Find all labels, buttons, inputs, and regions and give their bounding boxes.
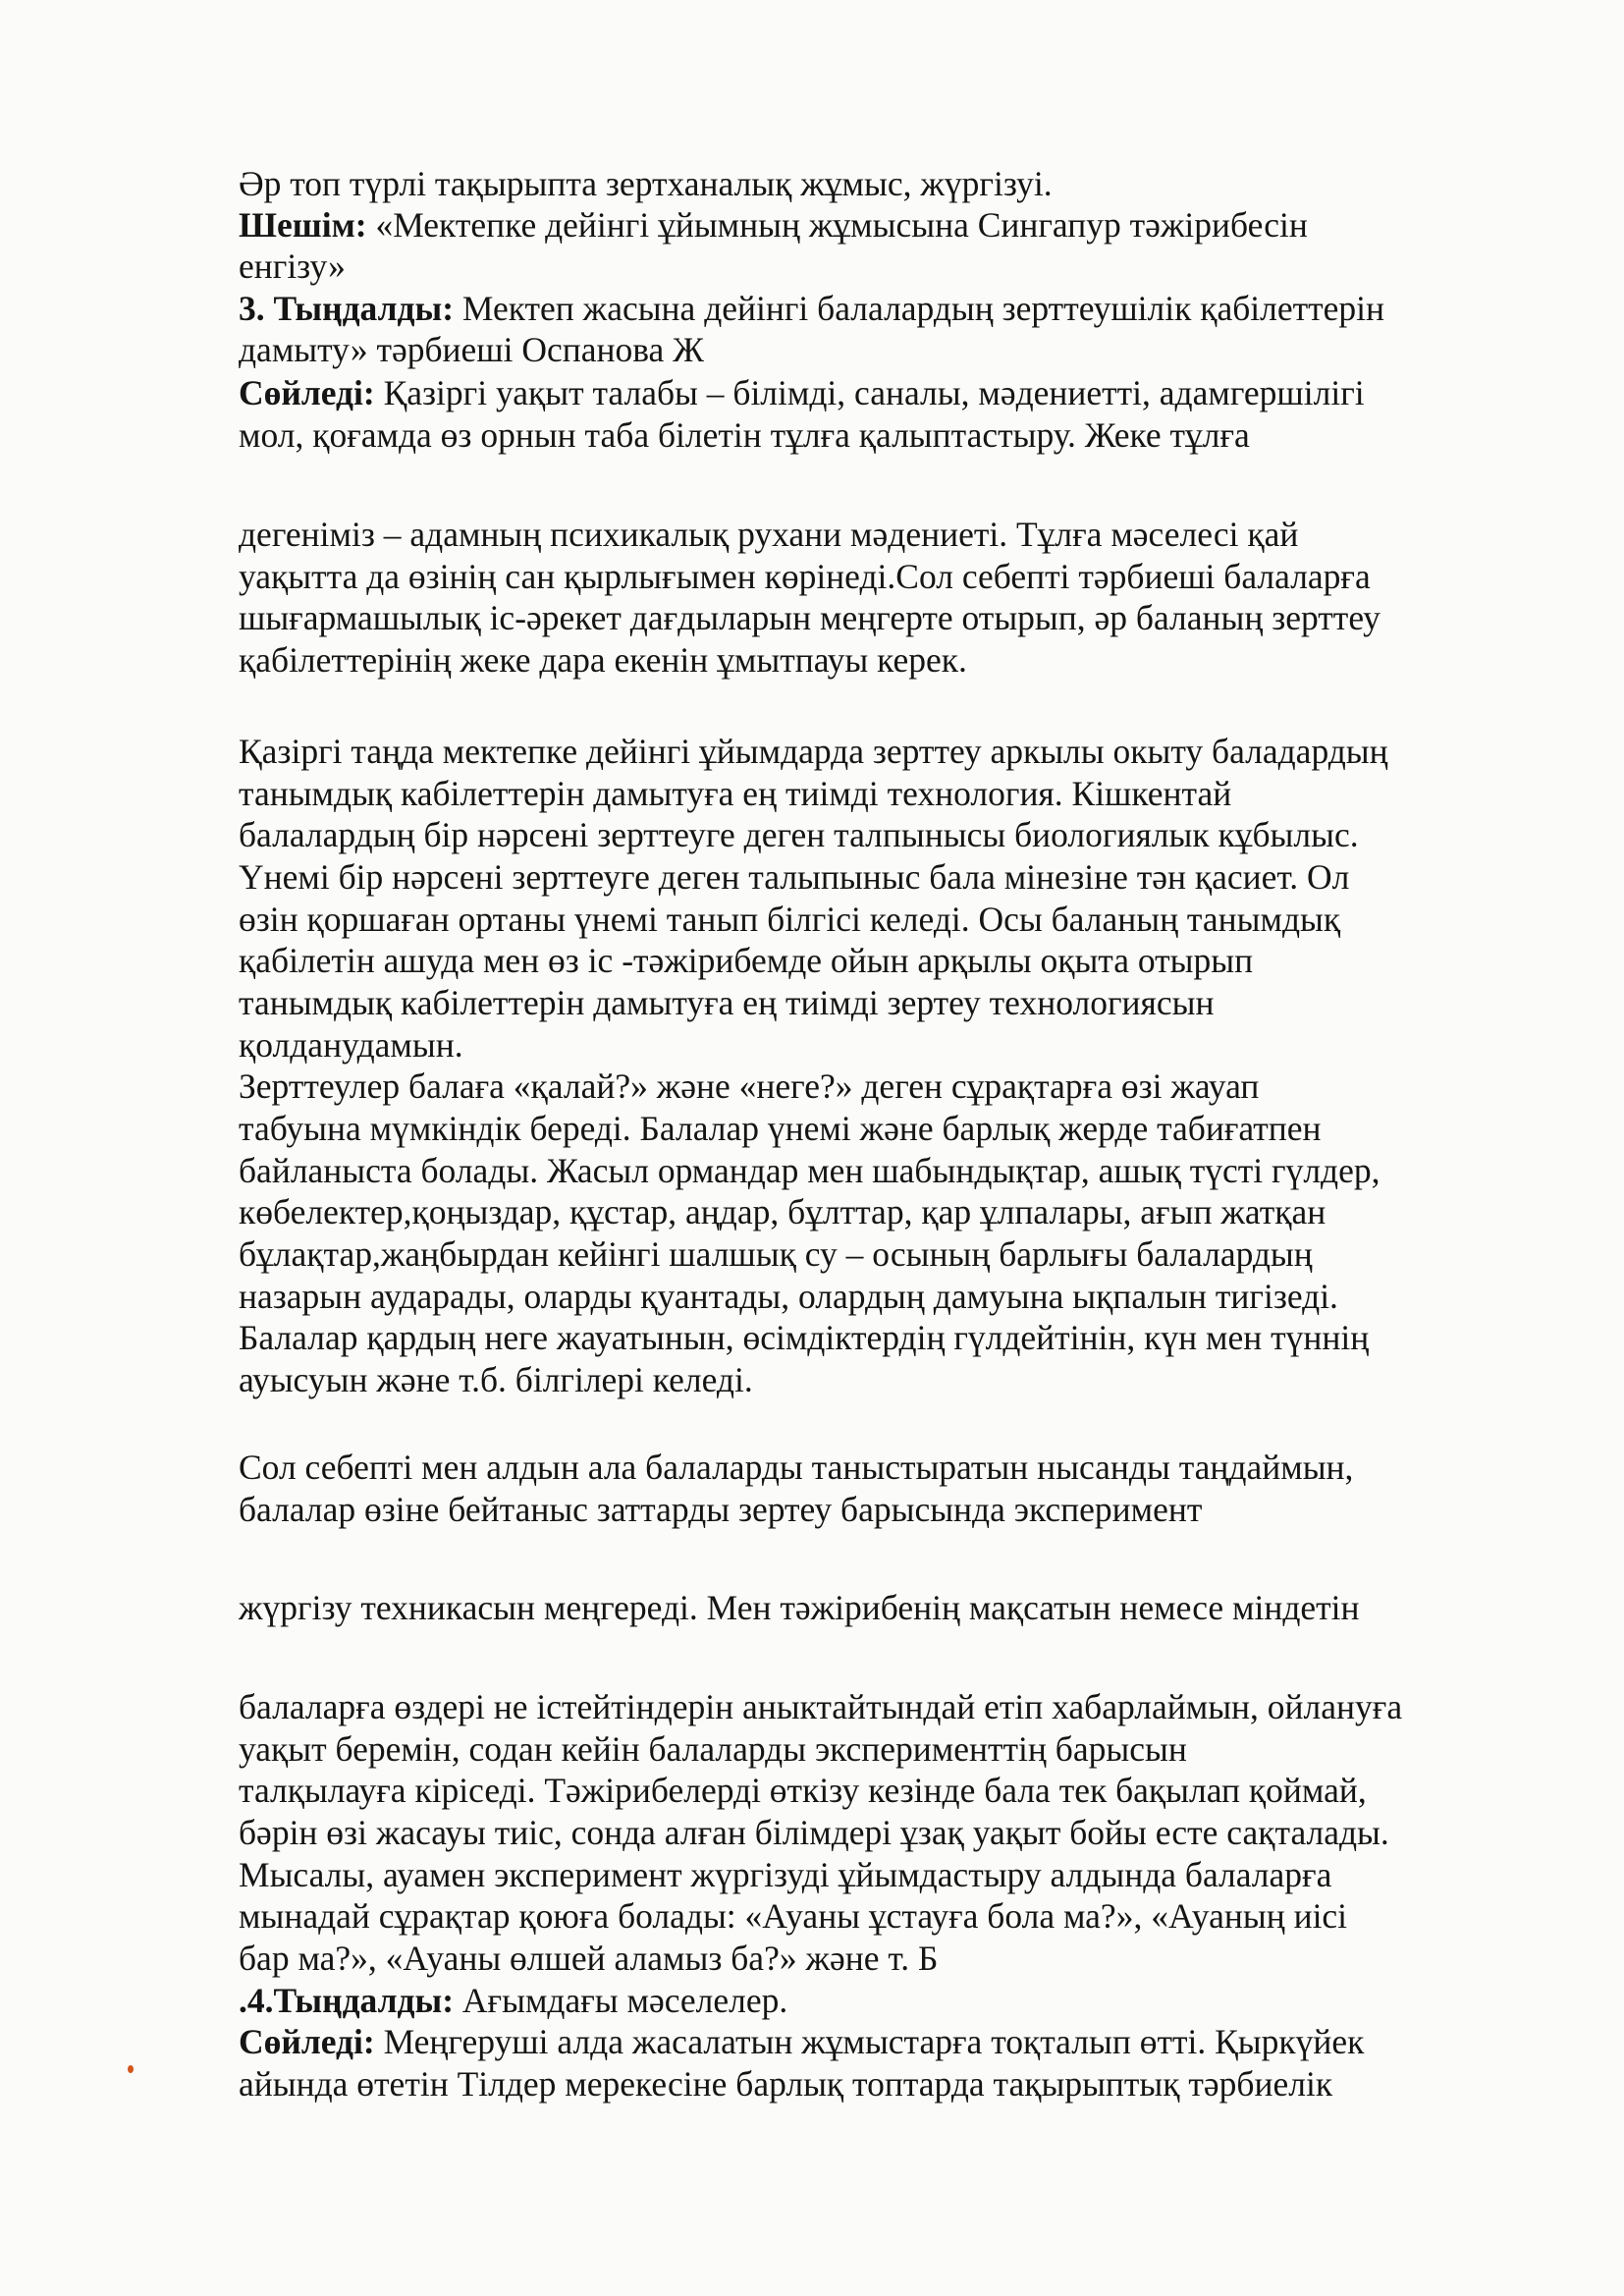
- text-line: Мысалы, ауамен эксперимент жүргізуді ұйымдастыру алдында балаларға: [239, 1855, 1332, 1894]
- text-line: Сол себепті мен алдын ала балаларды таныстыратын нысанды таңдаймын,: [239, 1448, 1354, 1487]
- text-line: балаларға өздері не істейтіндерін аныктайтындай етіп хабарлаймын, ойлануға: [239, 1687, 1403, 1726]
- text-line: танымдық кабілеттерін дамытуға ең тиімді технология. Кішкентай: [239, 774, 1232, 813]
- text-line: табуына мүмкіндік береді. Балалар үнемі және барлық жерде табиғатпен: [239, 1109, 1322, 1148]
- text-line: мол, қоғамда өз орнын таба білетін тұлға қалыптастыру. Жеке тұлға: [239, 415, 1250, 455]
- text-line: ауысуын және т.б. білгілері келеді.: [239, 1360, 753, 1399]
- text-line: жүргізу техникасын меңгереді. Мен тәжірибенің мақсатын немесе міндетін: [239, 1588, 1360, 1627]
- text-line: бәрін өзі жасауы тиіс, сонда алған білімдері ұзақ уақыт бойы есте сақталады.: [239, 1813, 1389, 1852]
- text-line: қабілетін ашуда мен өз іс -тәжірибемде ойын арқылы оқыта отырып: [239, 941, 1254, 980]
- text-line: айында өтетін Тілдер мерекесіне барлық топтарда тақырыптық тәрбиелік: [239, 2064, 1333, 2104]
- text-line: Әр топ түрлі тақырыпта зертханалық жұмыс, жүргізуі.: [239, 164, 1053, 203]
- text-line: дегеніміз – адамның психикалық рухани мәдениеті. Тұлға мәселесі қай: [239, 515, 1299, 554]
- text-line: Қазіргі таңда мектепке дейінгі ұйымдарда зерттеу аркылы окыту баладардың: [239, 732, 1388, 771]
- text-line: Зерттеулер балаға «қалай?» және «неге?» деген сұрақтарға өзі жауап: [239, 1066, 1260, 1106]
- text-line: танымдық кабілеттерін дамытуға ең тиімді зертеу технологиясын: [239, 983, 1215, 1022]
- text-line-decision: Шешім: «Мектепке дейінгі ұйымның жұмысына Сингапур тәжірибесін: [239, 205, 1308, 245]
- text-line: бар ма?», «Ауаны өлшей аламыз ба?» және т. Б: [239, 1939, 939, 1978]
- text-line: талқылауға кіріседі. Тәжірибелерді өткізу кезінде бала тек бақылап қоймай,: [239, 1771, 1367, 1810]
- text-line-spoke: Сөйледі: Қазіргі уақыт талабы – білімді, саналы, мәдениетті, адамгершілігі: [239, 373, 1365, 412]
- text-line: бұлақтар,жаңбырдан кейінгі шалшық су – осының барлығы балалардың: [239, 1234, 1313, 1274]
- text-line: назарын аударады, оларды қуантады, олардың дамуына ықпалын тигізеді.: [239, 1277, 1338, 1316]
- text-line: Балалар қардың неге жауатынын, өсімдіктердің гүлдейтінін, күн мен түннің: [239, 1318, 1370, 1357]
- text-line: уақытта да өзінің сан қырлығымен көрінеді.Сол себепті тәрбиеші балаларға: [239, 557, 1371, 596]
- text-line: мынадай сұрақтар қоюға болады: «Ауаны ұстауға бола ма?», «Ауаның иісі: [239, 1896, 1348, 1936]
- text-line: өзін қоршаған ортаны үнемі танып білгісі келеді. Осы баланың танымдық: [239, 900, 1341, 939]
- text-line: шығармашылық іс-әрекет дағдыларын меңгерте отырып, әр баланың зерттеу: [239, 598, 1380, 637]
- text-line-spoke: Сөйледі: Меңгеруші алда жасалатын жұмыстарға тоқталып өтті. Қыркүйек: [239, 2022, 1365, 2061]
- text-line: қолданудамын.: [239, 1025, 463, 1065]
- text-line-heard-3: 3. Тыңдалды: Мектеп жасына дейінгі балалардың зерттеушілік қабілеттерін: [239, 289, 1385, 328]
- text-line: дамыту» тәрбиеші Оспанова Ж: [239, 330, 704, 369]
- text-line: байланыста болады. Жасыл ормандар мен шабындықтар, ашық түсті гүлдер,: [239, 1151, 1380, 1190]
- text-line-heard-4: .4.Тыңдалды: Ағымдағы мәселелер.: [239, 1981, 788, 2020]
- text-line: уақыт беремін, содан кейін балаларды эксперименттің барысын: [239, 1729, 1187, 1769]
- text-line: балалар өзіне бейтаныс заттарды зертеу барысында эксперимент: [239, 1490, 1203, 1529]
- text-line: енгізу»: [239, 246, 346, 286]
- text-line: балалардың бір нәрсені зерттеуге деген талпынысы биологиялык кұбылыс.: [239, 815, 1359, 854]
- text-line: қабілеттерінің жеке дара екенін ұмытпауы керек.: [239, 640, 967, 680]
- ink-speck: [128, 2065, 134, 2073]
- text-line: Үнемі бір нәрсені зерттеуге деген талыпыныс бала мінезіне тән қасиет. Ол: [239, 857, 1350, 897]
- text-line: көбелектер,қоңыздар, құстар, аңдар, бұлттар, қар ұлпалары, ағып жатқан: [239, 1192, 1326, 1231]
